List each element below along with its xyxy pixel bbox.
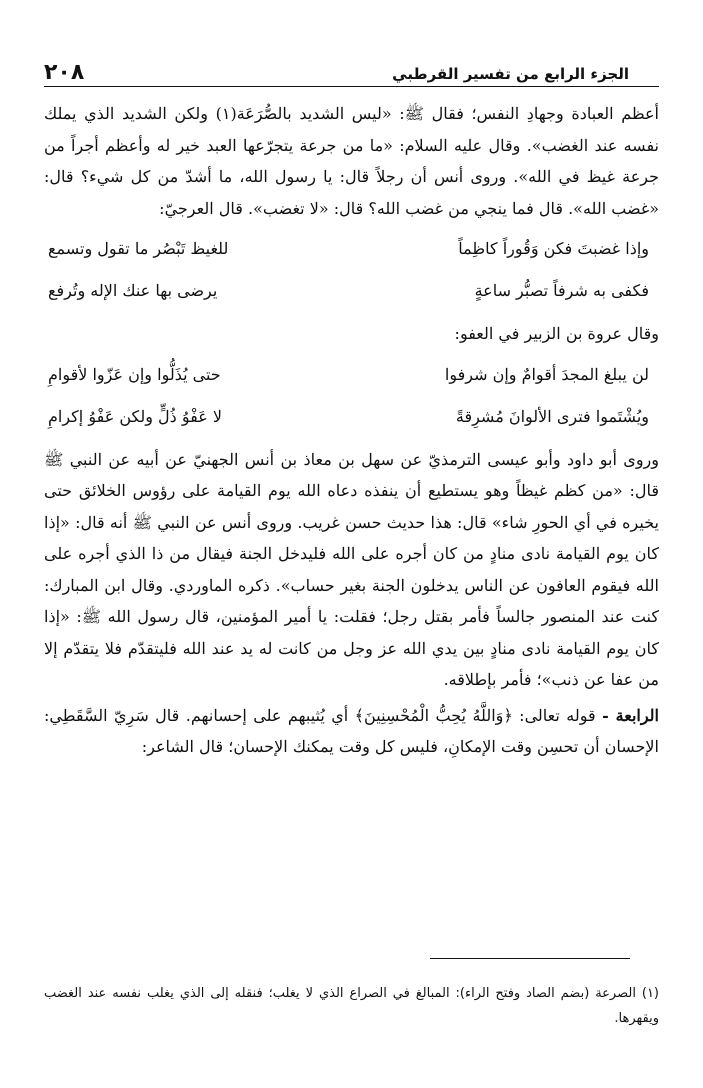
paragraph-4-text: قوله تعالى: ﴿وَاللَّهُ يُحِبُّ الْمُحْسِنِينَ﴾ أي يُثيبهم على إحسانهم. قال سَرِيّ السَّقَطِي: الإحسان أن تحسِن وقت الإمكانِ، فليس كل وقت يمكنك الإحسان؛ قال الشاعر: xyxy=(44,705,659,756)
verse-second-hemistich: حتى يُذَلُّوا وإن عَزّوا لأقوامِ xyxy=(48,364,221,384)
verse-second-hemistich: لا عَفْوُ ذُلٍّ ولكن عَفْوُ إكرامِ xyxy=(48,406,222,426)
paragraph-3: وروى أبو داود وأبو عيسى الترمذيّ عن سهل بن معاذ بن أنس الجهنيّ عن أبيه عن النبي ﷺ قال: «من كظم غيظاً وهو يستطيع أن ينفذه دعاه الله يوم القيامة على رؤوس الخلائق حتى يخيره في أي الحورِ شاء» قال: هذا حديث حسن غريب. وروى أنس عن النبي ﷺ أنه قال: «إذا كان يوم القيامة نادى منادٍ من كان أجره على الله فليدخل الجنة فيقال من ذا الذي أجره على الله فيقوم العافون عن الناس يدخلون الجنة بغير حساب». ذكره الماوردي. وقال ابن المبارك: كنت عند المنصور جالساً فأمر بقتل رجل؛ فقلت: يا أمير المؤمنين، قال رسول الله ﷺ: «إذا كان يوم القيامة نادى منادٍ بين يدي الله عز وجل من كانت له يد عند الله فليتقدّم فلا يتقدّم إلا من عفا عن ذنب»؛ فأمر بإطلاقه. xyxy=(44,449,659,689)
verse-second-hemistich: للغيظ تَبْصُر ما تقول وتسمع xyxy=(48,239,229,258)
verse xyxy=(44,396,659,438)
verse xyxy=(44,270,659,312)
paragraph-4 xyxy=(44,700,659,763)
verse-first-hemistich: وإذا غضبتَ فكن وَقُوراً كاظِماً xyxy=(458,239,649,258)
footnote-divider xyxy=(430,958,630,959)
verse-first-hemistich: ويُشْتَموا فترى الألوانَ مُشرِقةً xyxy=(455,406,649,426)
poem-urwa xyxy=(44,354,659,438)
paragraph-2: وقال عروة بن الزبير في العفو: xyxy=(454,324,659,343)
running-title: الجزء الرابع من تفسير القرطبي xyxy=(392,65,629,83)
section-label: الرابعة - xyxy=(602,705,659,725)
verse xyxy=(44,228,659,270)
verse-first-hemistich: لن يبلغ المجدَ أقوامٌ وإن شرفوا xyxy=(444,364,649,384)
verse-second-hemistich: يرضى بها عنك الإله وتُرفع xyxy=(48,281,218,300)
verse xyxy=(44,354,659,396)
page-header xyxy=(44,56,659,87)
poem-alarji xyxy=(44,228,659,312)
verse-first-hemistich: فكفى به شرفاً تصبُّر ساعةٍ xyxy=(474,281,649,300)
page-body xyxy=(44,98,659,763)
paragraph-1: أعظم العبادة وجهادِ النفس؛ فقال ﷺ: «ليس الشديد بالصُّرَعَة(١) ولكن الشديد الذي يملك نفسه عند الغضب». وقال عليه السلام: «ما من جرعة يتجرّعها العبد خير له وأعظم أجراً من جرعة غيظ في الله». وروى أنس أن رجلاً قال: يا رسول الله، ما أشدّ من كل شيء؟ قال: «غضب الله». قال فما ينجي من غضب الله؟ قال: «لا تغضب». قال العرجيّ: xyxy=(44,104,659,218)
page-number: ٢٠٨ xyxy=(44,60,85,85)
footnote: (١) الصرعة (بضم الصاد وفتح الراء): المبالغ في الصراع الذي لا يغلب؛ فنقله إلى الذي يغلب نفسه عند الغضب ويقهرها. xyxy=(44,986,659,1026)
